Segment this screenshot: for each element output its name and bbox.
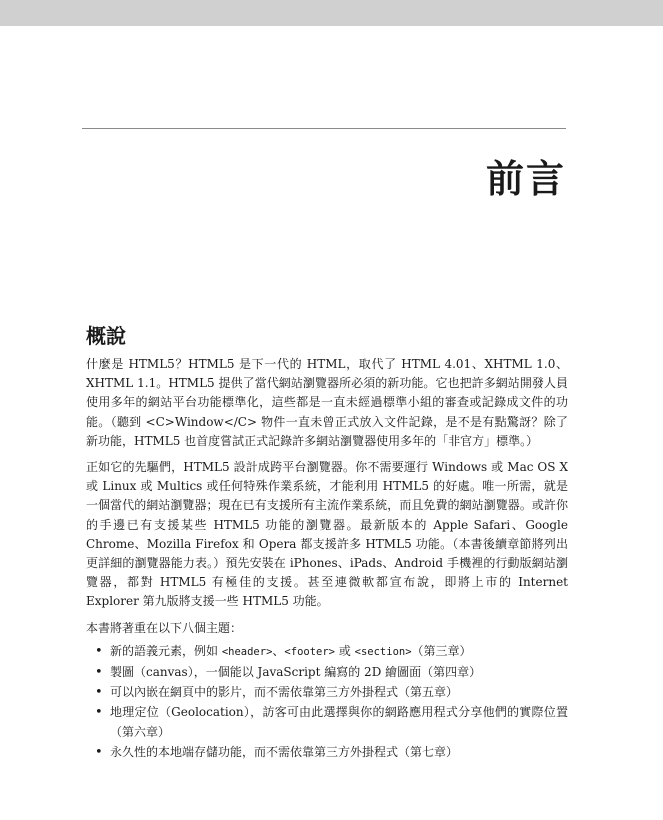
code-section: <section> <box>354 645 412 658</box>
topics-list <box>86 642 568 762</box>
list-item: • 永久性的本地端存儲功能，而不需依靠第三方外掛程式（第七章） <box>86 743 568 762</box>
list-item <box>86 642 568 662</box>
chapter-title: 前言 <box>485 157 566 201</box>
body-content <box>86 355 568 763</box>
list-item: • 可以內嵌在網頁中的影片，而不需依靠第三方外掛程式（第五章） <box>86 683 568 702</box>
separator: 、 <box>272 643 285 658</box>
section-heading: 概說 <box>86 324 126 348</box>
separator: 或 <box>335 643 355 658</box>
topics-intro: 本書將著重在以下八個主題： <box>86 620 243 635</box>
list-item: • 製圖（canvas），一個能以 JavaScript 編寫的 2D 繪圖面（第四章） <box>86 663 568 682</box>
paragraph-1: 什麼是 HTML5？HTML5 是下一代的 HTML，取代了 HTML 4.01、XHTML 1.0、XHTML 1.1。HTML5 提供了當代網站瀏覽器所必須的新功能。它也把許多網站開發人員使用多年的網站平台功能標準化，這些都是一直未經過標準小組的審查或記錄成文件的功能。（聽到 <C>Window</C> 物件一直未曾正式放入文件記錄，是不是有點驚訝？除了新功能，HTML5 也首度嘗試正式記錄許多網站瀏覽器使用多年的「非官方」標準。） <box>86 357 568 448</box>
chapter-rule <box>82 128 566 129</box>
top-gray-bar <box>0 0 663 26</box>
code-footer: <footer> <box>284 645 335 658</box>
topic-chapter: （第三章） <box>411 643 472 658</box>
list-item: • 地理定位（Geolocation），訪客可由此選擇與你的網路應用程式分享他們的實際位置（第六章） <box>86 703 568 741</box>
topic-text: 新的語義元素，例如 <box>110 643 222 658</box>
paragraph-2: 正如它的先驅們，HTML5 設計成跨平台瀏覽器。你不需要運行 Windows 或 Mac OS X 或 Linux 或 Multics 或任何特殊作業系統，才能利用 HTML5 的好處。唯一所需，就是一個當代的網站瀏覽器；現在已有支援所有主流作業系統，而且免費的網站瀏覽器。或許你的手邊已有支援某些 HTML5 功能的瀏覽器。最新版本的 Apple Safari、Google Chrome、Mozilla Firefox 和 Opera 都支援許多 HTML5 功能。（本書後續章節將列出更詳細的瀏覽器能力表。）預先安裝在 iPhones、iPads、Android 手機裡的行動版網站瀏覽器，都對 HTML5 有極佳的支援。甚至連微軟都宣布說，即將上市的 Internet Explorer 第九版將支援一些 HTML5 功能。 <box>86 460 568 609</box>
code-header: <header> <box>221 645 273 658</box>
